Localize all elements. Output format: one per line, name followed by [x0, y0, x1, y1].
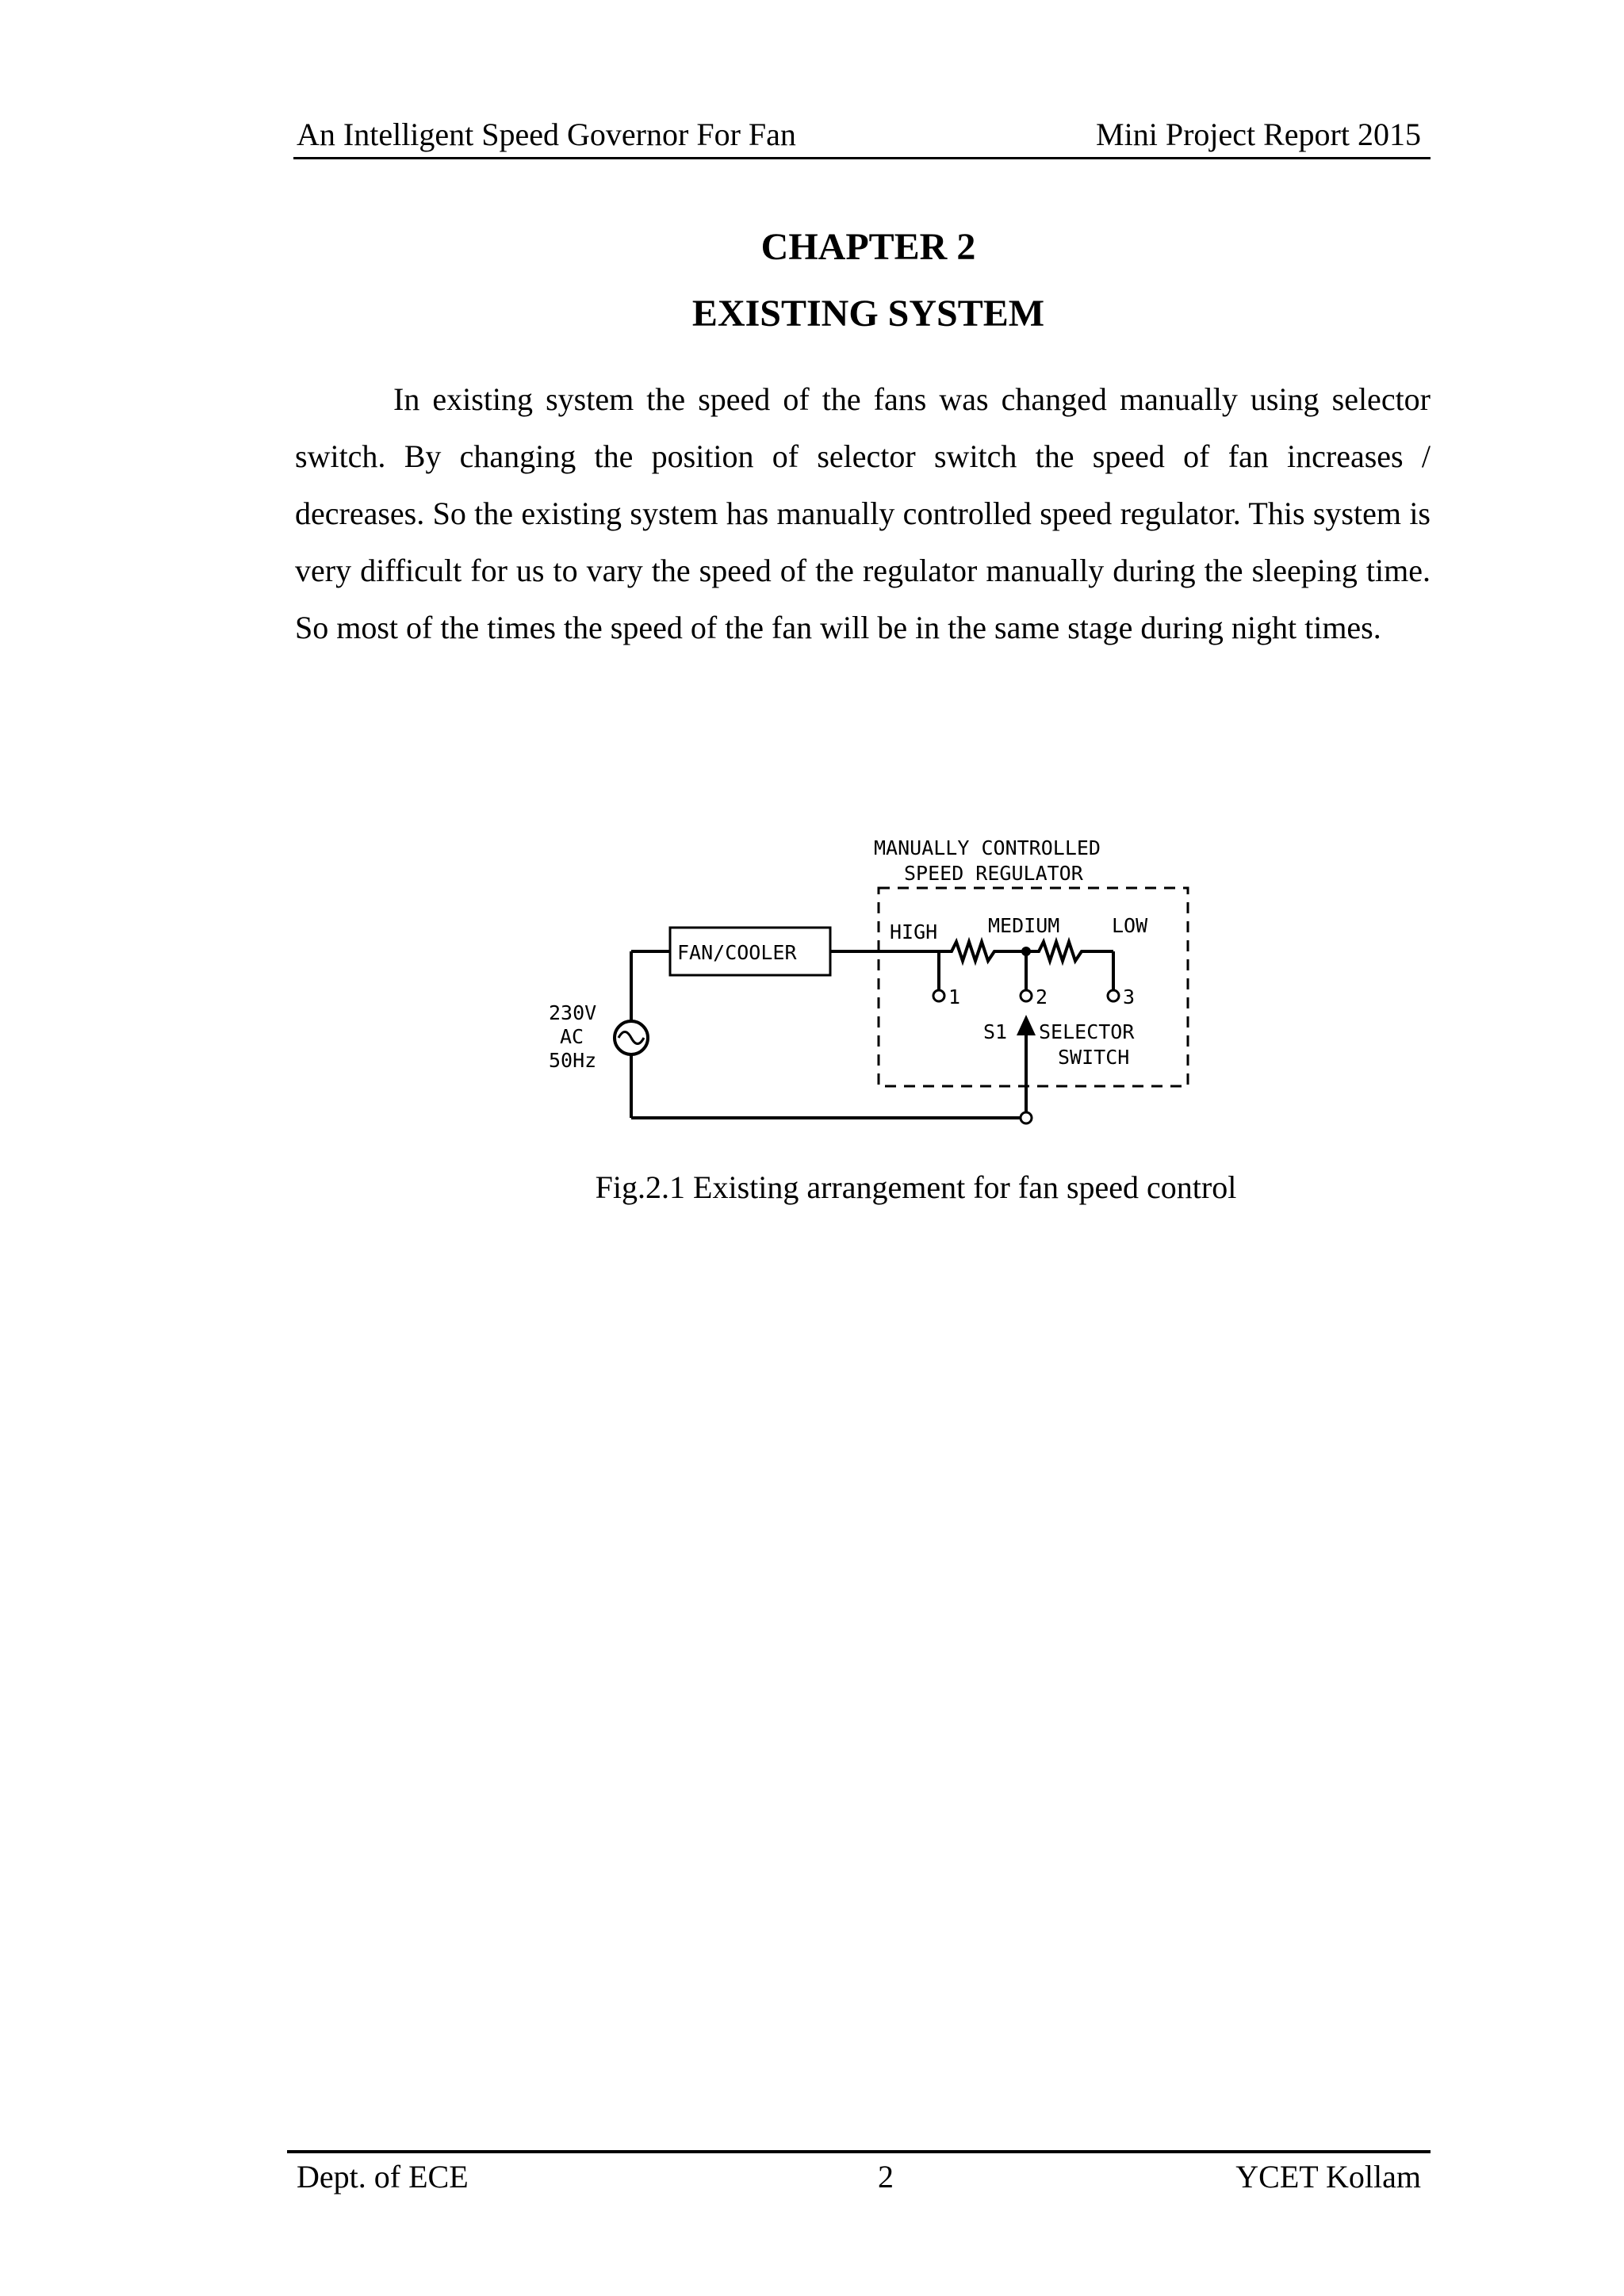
- fan-cooler-label: FAN/COOLER: [677, 941, 797, 964]
- terminal-1-contact: [933, 990, 944, 1001]
- switch-label-line2: SWITCH: [1058, 1046, 1130, 1069]
- selector-arrow-icon: [1017, 1015, 1036, 1035]
- medium-label: MEDIUM: [988, 914, 1060, 937]
- header-report-type: Mini Project Report 2015: [1096, 117, 1421, 152]
- regulator-label-line1: MANUALLY CONTROLLED: [874, 836, 1101, 859]
- figure-caption: Fig.2.1 Existing arrangement for fan speed control: [595, 1169, 1237, 1205]
- resistor-medium-low: [1026, 942, 1113, 961]
- switch-id-label: S1: [983, 1020, 1008, 1043]
- header-report-title: An Intelligent Speed Governor For Fan: [297, 117, 796, 152]
- footer-page-number: 2: [878, 2159, 894, 2195]
- switch-label-line1: SELECTOR: [1039, 1020, 1135, 1043]
- terminal-3-label: 3: [1123, 985, 1136, 1008]
- page-header: [293, 116, 1431, 159]
- resistor-high-medium: [944, 942, 1026, 961]
- regulator-label-line2: SPEED REGULATOR: [904, 862, 1083, 885]
- high-label: HIGH: [890, 920, 938, 943]
- footer-institution: YCET Kollam: [1235, 2159, 1421, 2195]
- terminal-2-contact: [1021, 990, 1032, 1001]
- footer-department: Dept. of ECE: [297, 2159, 469, 2195]
- terminal-3-contact: [1108, 990, 1119, 1001]
- source-label-line3: 50Hz: [549, 1049, 597, 1072]
- terminal-1-label: 1: [948, 985, 961, 1008]
- chapter-number: CHAPTER 2: [760, 226, 976, 268]
- body-paragraph: In existing system the speed of the fans was changed manually using selector switch. By changing the position of selector switch the speed of fan increases / decreases. So the existing system has manually controlled speed regulator. This system is very difficult for us to vary the speed of the regulator manually during the sleeping time. So most of the times the speed of the fan will be in the same stage during night times.: [295, 381, 1431, 645]
- terminal-2-label: 2: [1036, 985, 1048, 1008]
- low-label: LOW: [1112, 914, 1148, 937]
- circuit-diagram: [531, 817, 1197, 1134]
- switch-pivot-contact: [1021, 1112, 1032, 1123]
- page-footer: [287, 2150, 1431, 2201]
- chapter-title: EXISTING SYSTEM: [691, 293, 1045, 335]
- source-label-line1: 230V: [549, 1001, 597, 1024]
- source-label-line2: AC: [560, 1025, 584, 1048]
